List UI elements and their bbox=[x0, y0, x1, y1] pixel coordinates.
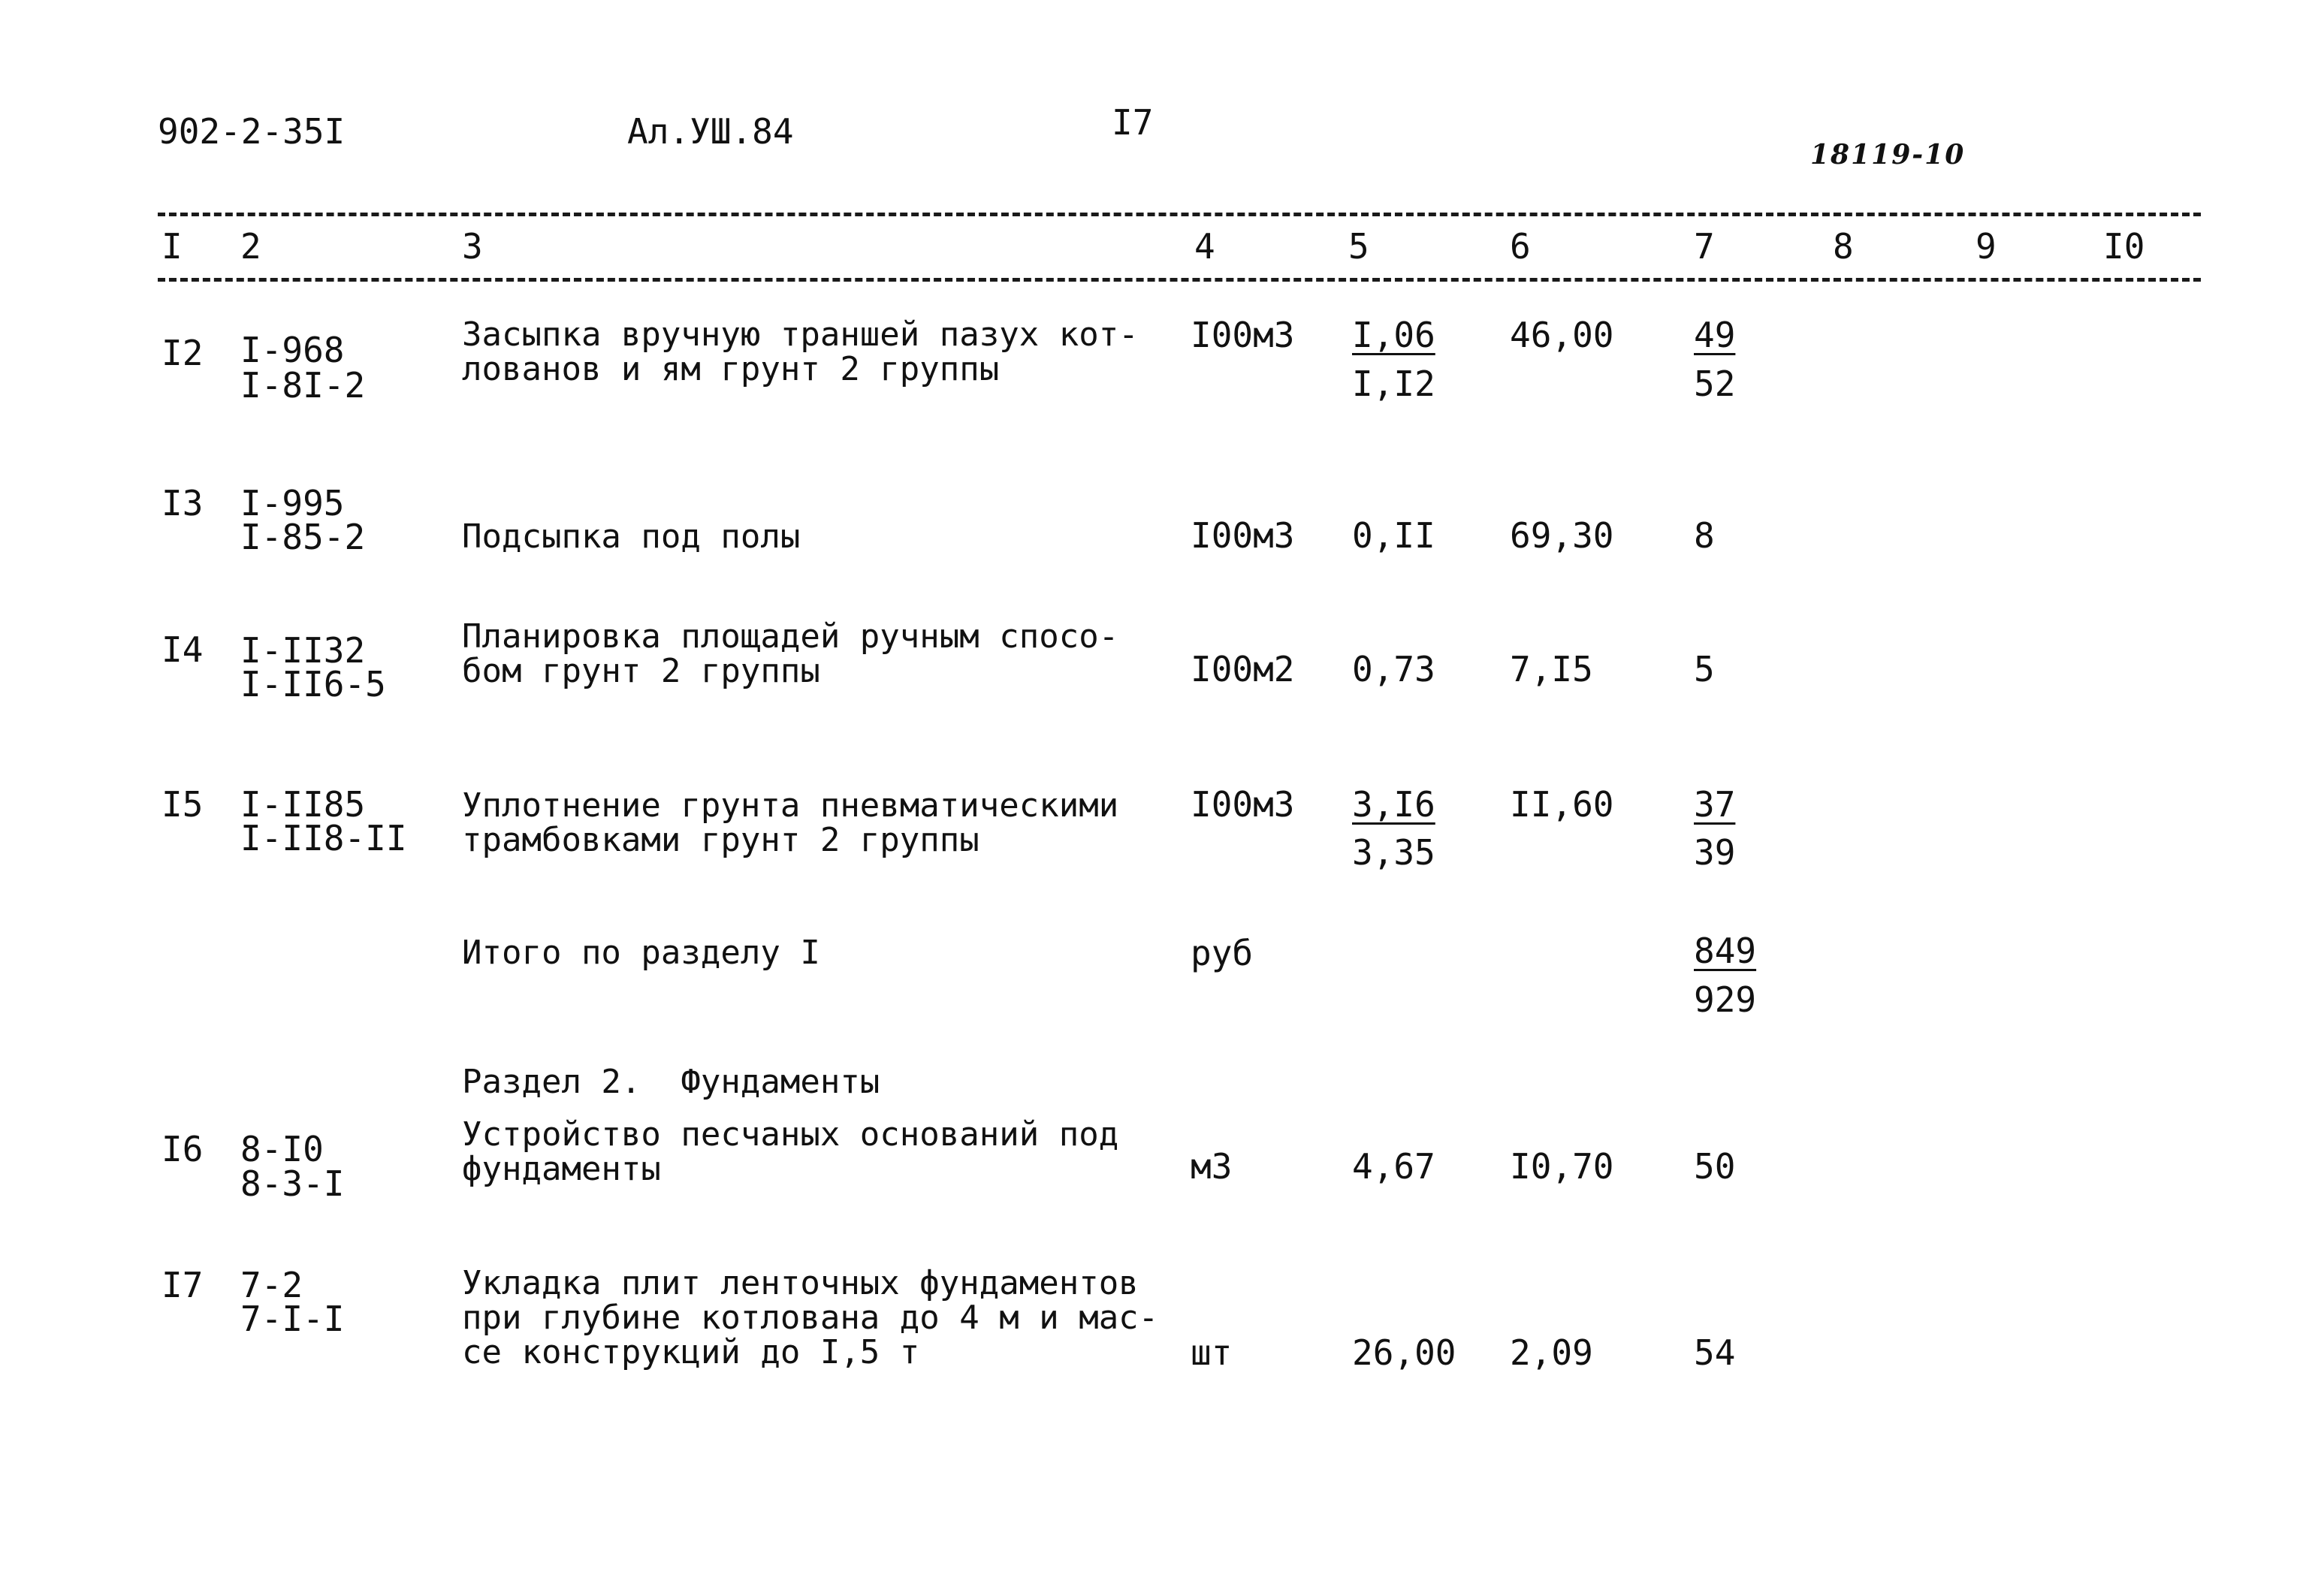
rate-code-secondary: I-8I-2 bbox=[240, 365, 366, 406]
row-number: I3 bbox=[161, 483, 204, 523]
rate-code-secondary: 7-I-I bbox=[240, 1299, 345, 1339]
column-header-4: 4 bbox=[1194, 226, 1215, 267]
column-header-3: 3 bbox=[462, 226, 483, 267]
rate-code: I-II85 bbox=[240, 784, 366, 825]
column-header-5: 5 bbox=[1348, 226, 1369, 267]
quantity: 0,73 bbox=[1352, 649, 1435, 689]
total-cost: 849 bbox=[1694, 931, 1757, 971]
column-header-8: 8 bbox=[1833, 226, 1854, 267]
unit: I00м2 bbox=[1191, 649, 1295, 689]
work-description: Засыпка вручную траншей пазух кот- bbox=[462, 315, 1139, 354]
unit: м3 bbox=[1191, 1146, 1233, 1187]
unit-price: 7,I5 bbox=[1510, 649, 1593, 689]
unit: руб bbox=[1191, 933, 1254, 973]
row-number: I4 bbox=[161, 629, 204, 670]
rate-code: I-995 bbox=[240, 483, 345, 523]
work-description-line2: при глубине котлована до 4 м и мас- bbox=[462, 1299, 1159, 1337]
rate-code: 8-I0 bbox=[240, 1129, 324, 1169]
work-description-line2: фундаменты bbox=[462, 1150, 661, 1188]
quantity: 3,I6 bbox=[1352, 784, 1435, 825]
unit-price: 2,09 bbox=[1510, 1332, 1593, 1373]
total-cost: 49 bbox=[1694, 315, 1736, 355]
work-description: Уплотнение грунта пневматическими bbox=[462, 786, 1119, 825]
rate-code-secondary: I-85-2 bbox=[240, 517, 366, 557]
quantity-secondary: I,I2 bbox=[1352, 364, 1435, 404]
unit: I00м3 bbox=[1191, 784, 1295, 825]
rate-code-secondary: I-II6-5 bbox=[240, 664, 386, 704]
work-description-line3: се конструкций до I,5 т bbox=[462, 1333, 920, 1371]
total-cost: 5 bbox=[1694, 649, 1715, 689]
total-cost-secondary: 39 bbox=[1694, 832, 1736, 873]
rate-code: I-II32 bbox=[240, 630, 366, 671]
row-number: I2 bbox=[161, 333, 204, 373]
row-number: I7 bbox=[161, 1265, 204, 1305]
section-heading: Раздел 2. Фундаменты bbox=[462, 1063, 880, 1101]
unit-price: 46,00 bbox=[1510, 315, 1614, 355]
column-header-9: 9 bbox=[1975, 226, 1997, 267]
document-code: 902-2-35I bbox=[158, 111, 346, 152]
total-cost: 8 bbox=[1694, 515, 1715, 556]
work-description: Укладка плит ленточных фундаментов bbox=[462, 1264, 1139, 1302]
work-description: Подсыпка под полы bbox=[462, 517, 801, 556]
column-header-1: I bbox=[161, 226, 183, 267]
work-description-line2: лованов и ям грунт 2 группы bbox=[462, 350, 1000, 388]
column-header-7: 7 bbox=[1694, 226, 1715, 267]
row-number: I6 bbox=[161, 1129, 204, 1169]
quantity: 0,II bbox=[1352, 515, 1435, 556]
rate-code: 7-2 bbox=[240, 1265, 303, 1305]
album-reference: Ал.УШ.84 bbox=[627, 111, 794, 152]
rate-code-secondary: 8-3-I bbox=[240, 1163, 345, 1204]
column-header-10: I0 bbox=[2103, 226, 2145, 267]
unit-price: I0,70 bbox=[1510, 1146, 1614, 1187]
work-description: Планировка площадей ручным спосо- bbox=[462, 617, 1119, 656]
total-cost-secondary: 52 bbox=[1694, 364, 1736, 404]
unit-price: 69,30 bbox=[1510, 515, 1614, 556]
header-bottom-rule bbox=[158, 278, 2201, 282]
column-header-2: 2 bbox=[240, 226, 261, 267]
rate-code-secondary: I-II8-II bbox=[240, 818, 407, 858]
unit: I00м3 bbox=[1191, 515, 1295, 556]
quantity-secondary: 3,35 bbox=[1352, 832, 1435, 873]
section-total-label: Итого по разделу I bbox=[462, 934, 820, 972]
rate-code: I-968 bbox=[240, 330, 345, 370]
unit: шт bbox=[1191, 1332, 1233, 1373]
total-cost: 54 bbox=[1694, 1332, 1736, 1373]
handwritten-stamp: 18119-10 bbox=[1810, 139, 1966, 170]
work-description: Устройство песчаных оснований под bbox=[462, 1115, 1119, 1154]
row-number: I5 bbox=[161, 784, 204, 825]
work-description-line2: трамбовками грунт 2 группы bbox=[462, 821, 979, 859]
quantity: 26,00 bbox=[1352, 1332, 1456, 1373]
total-cost: 50 bbox=[1694, 1146, 1736, 1187]
page-number: I7 bbox=[1112, 102, 1154, 143]
unit: I00м3 bbox=[1191, 315, 1295, 355]
header-top-rule bbox=[158, 213, 2201, 216]
quantity: I,06 bbox=[1352, 315, 1435, 355]
quantity: 4,67 bbox=[1352, 1146, 1435, 1187]
column-header-6: 6 bbox=[1510, 226, 1531, 267]
work-description-line2: бом грунт 2 группы bbox=[462, 652, 820, 690]
unit-price: II,60 bbox=[1510, 784, 1614, 825]
total-cost-secondary: 929 bbox=[1694, 979, 1757, 1020]
total-cost: 37 bbox=[1694, 784, 1736, 825]
